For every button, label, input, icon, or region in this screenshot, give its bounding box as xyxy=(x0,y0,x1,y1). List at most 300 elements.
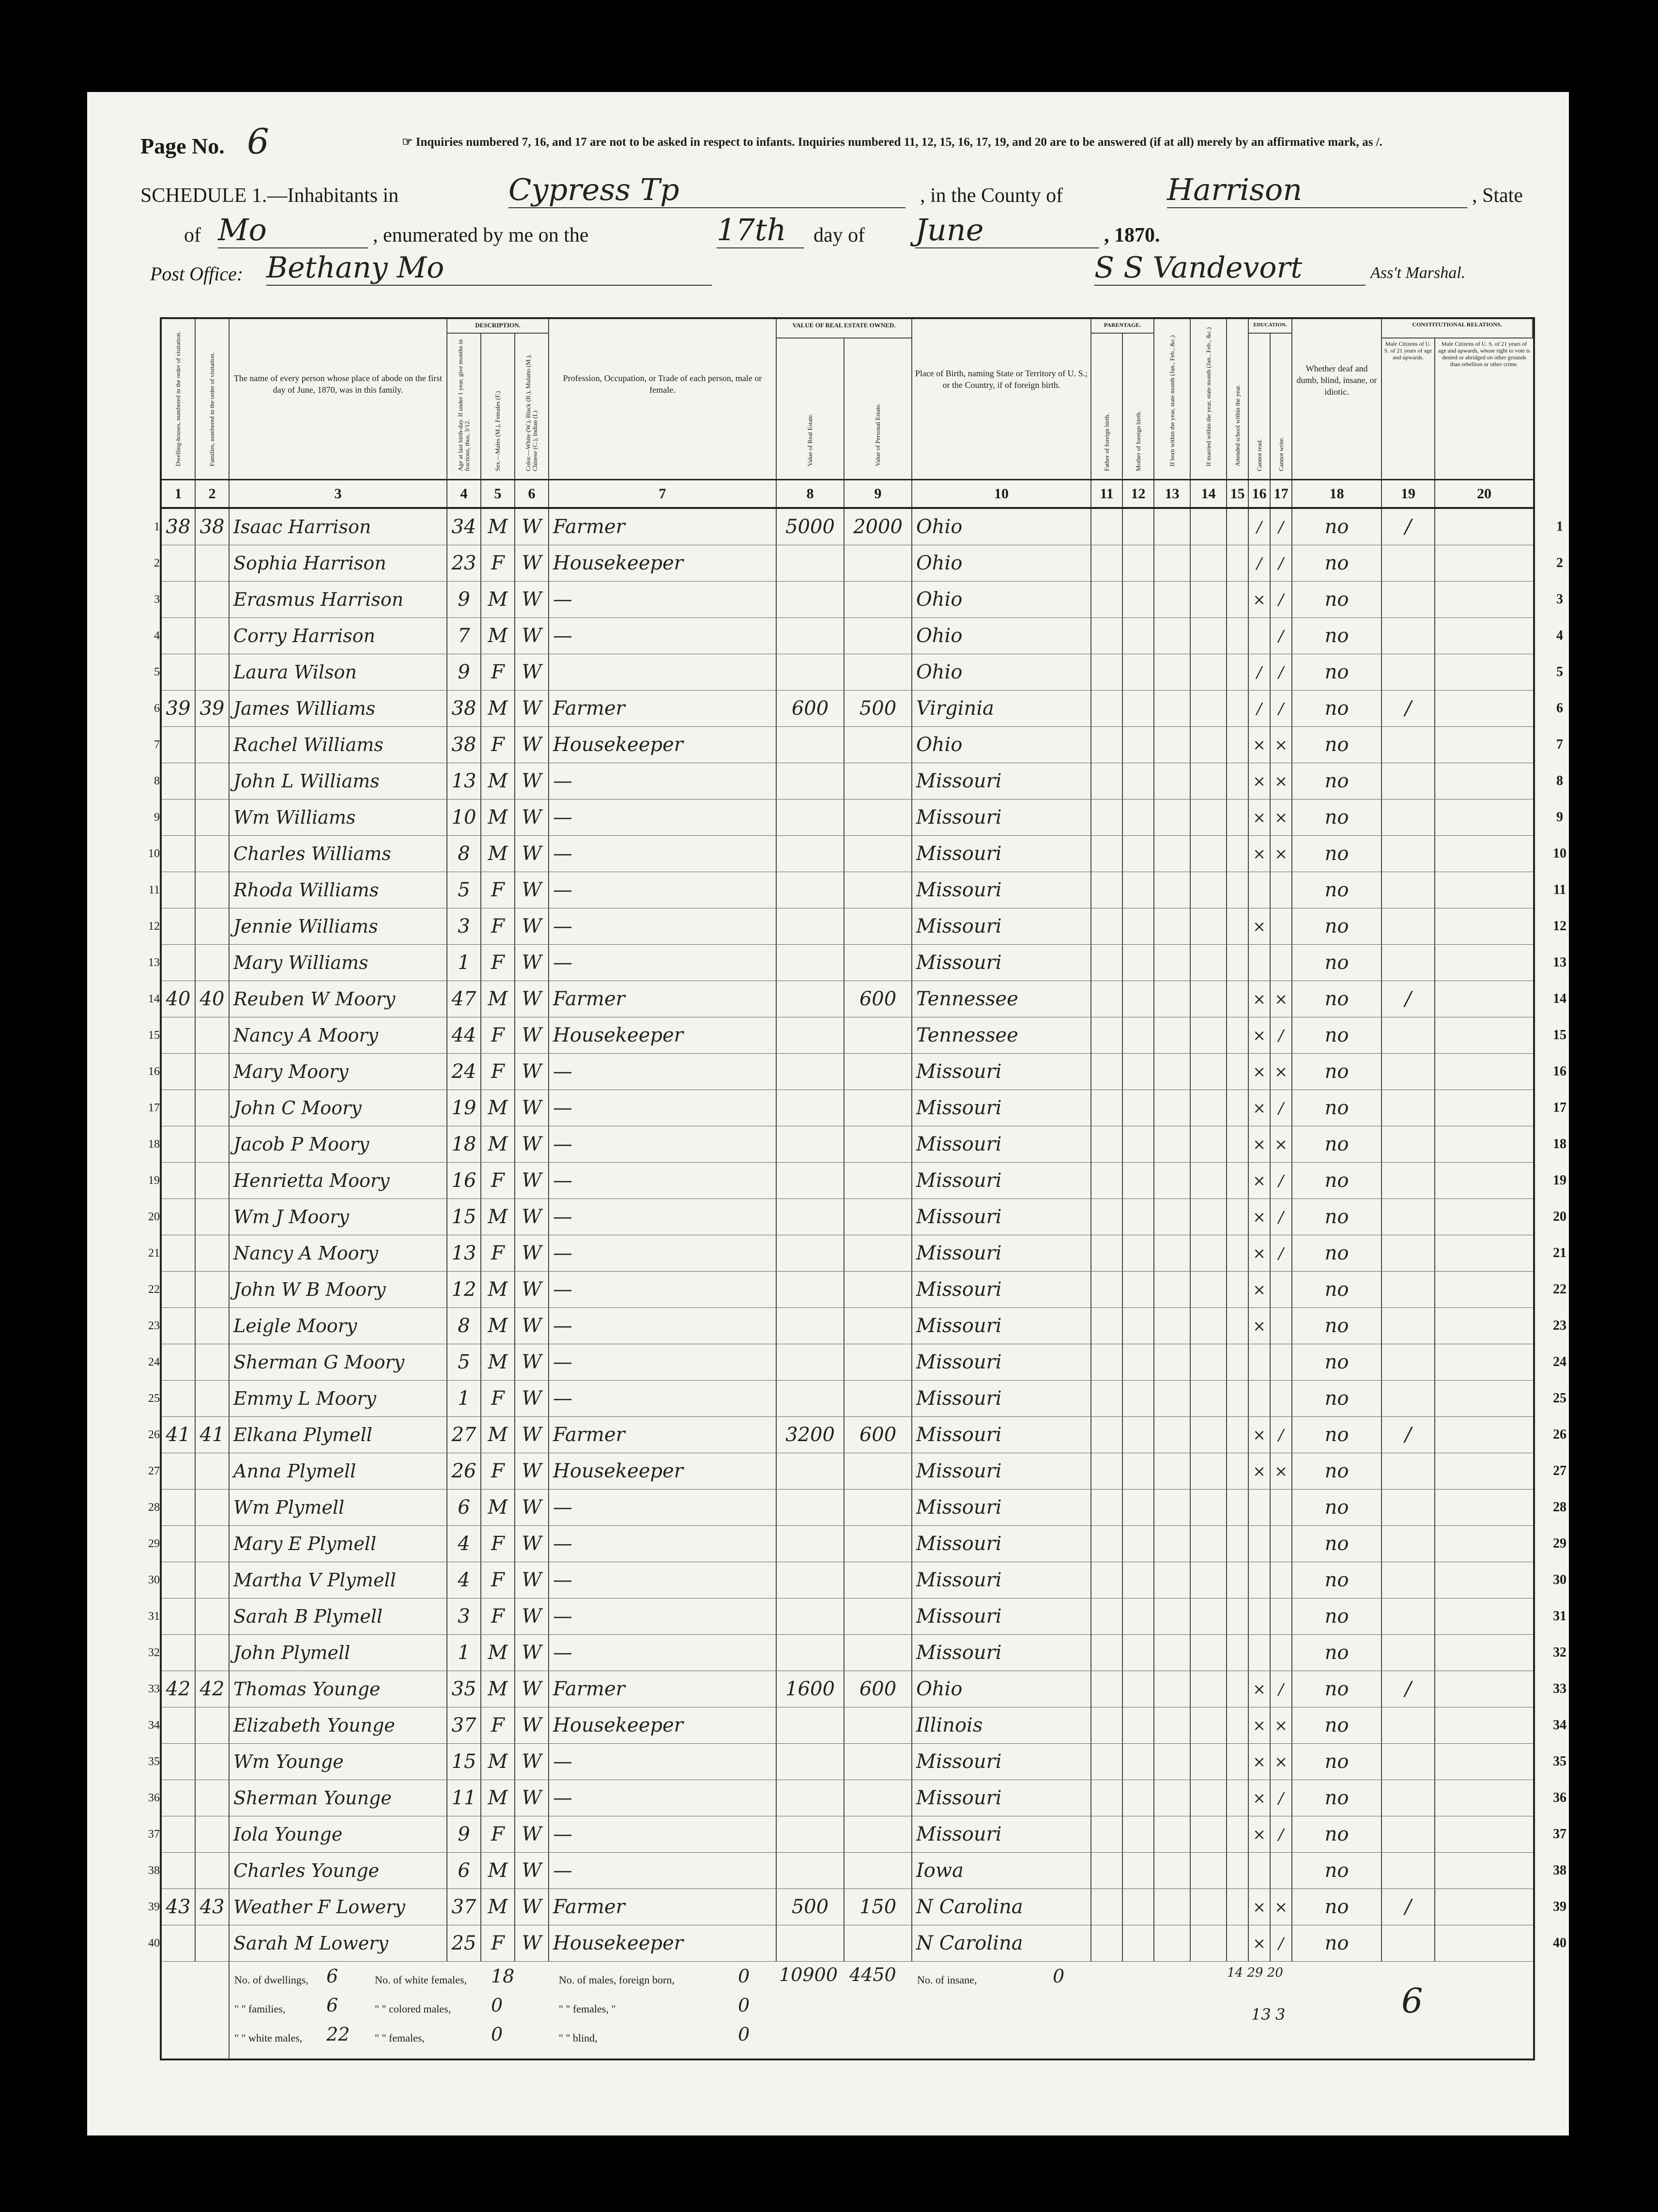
cell-c20 xyxy=(1435,1017,1533,1053)
cell-c18: no xyxy=(1292,981,1382,1017)
cell-c11 xyxy=(1091,872,1123,908)
cell-occ: — xyxy=(549,945,777,981)
line-number-left: 25 xyxy=(148,1392,160,1405)
county-label: , in the County of xyxy=(920,184,1063,207)
cell-r: × xyxy=(1249,582,1271,617)
table-row xyxy=(154,763,1563,799)
tally-cannot-read: 13 xyxy=(1251,2005,1271,2024)
cell-c14 xyxy=(1191,1707,1227,1743)
cell-fam xyxy=(196,1562,230,1598)
table-row xyxy=(148,1853,1566,1889)
cell-c11 xyxy=(1091,1054,1123,1090)
cell-r: × xyxy=(1249,1889,1271,1925)
line-number-right: 1 xyxy=(1556,519,1563,534)
cell-c18: no xyxy=(1292,1816,1382,1852)
line-number-left: 29 xyxy=(148,1537,160,1550)
cell-c15 xyxy=(1227,691,1249,726)
table-row xyxy=(148,1780,1566,1816)
table-row xyxy=(154,618,1563,654)
cell-re xyxy=(777,1853,844,1889)
line-number-right: 37 xyxy=(1553,1827,1566,1842)
county-field: Harrison xyxy=(1167,172,1467,208)
cell-occ: — xyxy=(549,1054,777,1090)
cell-c19 xyxy=(1382,1744,1435,1780)
cell-c13 xyxy=(1154,872,1191,908)
cell-color: W xyxy=(515,1816,549,1852)
cell-c12 xyxy=(1123,1417,1154,1453)
cell-fam xyxy=(196,1707,230,1743)
parentage-header: PARENTAGE. xyxy=(1091,319,1154,334)
cell-c19: / xyxy=(1382,1889,1435,1925)
cell-fam: 43 xyxy=(196,1889,230,1925)
cell-age: 9 xyxy=(447,582,481,617)
cell-color: W xyxy=(515,1707,549,1743)
cell-dw xyxy=(162,1490,196,1525)
line-number-left: 30 xyxy=(148,1574,160,1586)
cell-color: W xyxy=(515,1163,549,1198)
cell-c18: no xyxy=(1292,1272,1382,1307)
cell-fam xyxy=(196,1853,230,1889)
line-number-left: 18 xyxy=(148,1138,160,1151)
cell-r xyxy=(1249,945,1271,981)
cell-c13 xyxy=(1154,1816,1191,1852)
tally-top: 14 29 20 xyxy=(1227,1966,1283,1980)
cell-r: × xyxy=(1249,763,1271,799)
cell-c11 xyxy=(1091,945,1123,981)
cell-age: 38 xyxy=(447,727,481,763)
cell-c19 xyxy=(1382,872,1435,908)
cell-birth: Illinois xyxy=(912,1707,1091,1743)
cell-name: Iola Younge xyxy=(230,1816,447,1852)
table-row xyxy=(148,1163,1566,1199)
cell-c18: no xyxy=(1292,1853,1382,1889)
cell-c15 xyxy=(1227,618,1249,654)
cell-c20 xyxy=(1435,1054,1533,1090)
cell-age: 1 xyxy=(447,1381,481,1416)
column-number: 4 xyxy=(447,480,481,507)
cell-color: W xyxy=(515,618,549,654)
table-row xyxy=(148,1490,1566,1526)
cell-c11 xyxy=(1091,1671,1123,1707)
cell-c15 xyxy=(1227,1235,1249,1271)
cell-name: Wm Younge xyxy=(230,1744,447,1780)
cell-re xyxy=(777,945,844,981)
cell-occ: — xyxy=(549,908,777,944)
table-row xyxy=(148,1017,1566,1054)
cell-c14 xyxy=(1191,1126,1227,1162)
cell-pe xyxy=(844,908,912,944)
cell-age: 11 xyxy=(447,1780,481,1816)
cell-c12 xyxy=(1123,1889,1154,1925)
cell-r xyxy=(1249,1562,1271,1598)
cell-c11 xyxy=(1091,1381,1123,1416)
line-number-left: 1 xyxy=(154,521,160,533)
cell-c11 xyxy=(1091,1344,1123,1380)
cell-c20 xyxy=(1435,1163,1533,1198)
cell-w xyxy=(1271,1272,1292,1307)
column-number: 20 xyxy=(1477,486,1491,502)
cell-color: W xyxy=(515,1780,549,1816)
cell-r xyxy=(1249,1526,1271,1562)
cell-sex: M xyxy=(481,1671,515,1707)
cell-c19 xyxy=(1382,1635,1435,1671)
cell-c15 xyxy=(1227,1780,1249,1816)
cell-c20 xyxy=(1435,1090,1533,1126)
line-number-left: 16 xyxy=(148,1065,160,1078)
cell-c12 xyxy=(1123,1816,1154,1852)
cell-c20 xyxy=(1435,654,1533,690)
cell-fam xyxy=(196,654,230,690)
cell-c18: no xyxy=(1292,1344,1382,1380)
cell-c12 xyxy=(1123,1635,1154,1671)
enumerated-label: , enumerated by me on the xyxy=(373,224,589,246)
cell-fam xyxy=(196,1126,230,1162)
line-number-left: 33 xyxy=(148,1683,160,1695)
col17-header: Cannot write. xyxy=(1271,334,1292,479)
families-label: " " families, xyxy=(234,2003,286,2015)
cell-c13 xyxy=(1154,545,1191,581)
cell-name: Anna Plymell xyxy=(230,1453,447,1489)
cell-r: × xyxy=(1249,1707,1271,1743)
cell-c18: no xyxy=(1292,1707,1382,1743)
cell-c19 xyxy=(1382,1163,1435,1198)
cell-name: John W B Moory xyxy=(230,1272,447,1307)
cell-birth: Missouri xyxy=(912,1344,1091,1380)
cell-c15 xyxy=(1227,1816,1249,1852)
cell-re xyxy=(777,1199,844,1235)
cell-r xyxy=(1249,1490,1271,1525)
cell-name: Leigle Moory xyxy=(230,1308,447,1344)
cell-color: W xyxy=(515,763,549,799)
blind-count: 0 xyxy=(738,2024,750,2045)
cell-c20 xyxy=(1435,1707,1533,1743)
cell-sex: M xyxy=(481,1635,515,1671)
cell-occ: — xyxy=(549,799,777,835)
cell-pe xyxy=(844,1344,912,1380)
cell-c12 xyxy=(1123,1598,1154,1634)
cell-occ: Farmer xyxy=(549,1417,777,1453)
cell-pe xyxy=(844,1526,912,1562)
line-number-left: 35 xyxy=(148,1755,160,1768)
cell-w xyxy=(1271,1635,1292,1671)
cell-sex: F xyxy=(481,545,515,581)
education-header: EDUCATION. xyxy=(1249,319,1292,334)
cell-c20 xyxy=(1435,1744,1533,1780)
cell-age: 7 xyxy=(447,618,481,654)
cell-c13 xyxy=(1154,1635,1191,1671)
cell-fam xyxy=(196,1635,230,1671)
cell-pe xyxy=(844,1308,912,1344)
cell-dw xyxy=(162,1163,196,1198)
day-field: 17th xyxy=(717,212,804,248)
cell-age: 13 xyxy=(447,1235,481,1271)
cell-dw xyxy=(162,945,196,981)
total-personal-estate: 4450 xyxy=(849,1964,896,1985)
cell-occ: — xyxy=(549,1635,777,1671)
cell-c14 xyxy=(1191,1598,1227,1634)
females-label: " " females, xyxy=(375,2032,425,2044)
table-row xyxy=(148,1925,1566,1962)
cell-c12 xyxy=(1123,1562,1154,1598)
cell-c12 xyxy=(1123,1308,1154,1344)
cell-c18: no xyxy=(1292,727,1382,763)
cell-occ: — xyxy=(549,872,777,908)
cell-c11 xyxy=(1091,654,1123,690)
cell-c14 xyxy=(1191,1671,1227,1707)
cell-c14 xyxy=(1191,1054,1227,1090)
cell-c13 xyxy=(1154,1526,1191,1562)
tally-cannot-write: 3 xyxy=(1275,2005,1286,2024)
table-row xyxy=(148,908,1566,945)
cell-age: 15 xyxy=(447,1744,481,1780)
line-number-right: 27 xyxy=(1553,1463,1566,1478)
line-number-right: 12 xyxy=(1553,919,1566,934)
line-number-right: 18 xyxy=(1553,1137,1566,1152)
cell-pe xyxy=(844,1707,912,1743)
cell-color: W xyxy=(515,691,549,726)
cell-c19 xyxy=(1382,1308,1435,1344)
cell-sex: M xyxy=(481,836,515,872)
cell-c14 xyxy=(1191,1562,1227,1598)
cell-c14 xyxy=(1191,618,1227,654)
cell-birth: Ohio xyxy=(912,545,1091,581)
cell-birth: Ohio xyxy=(912,1671,1091,1707)
cell-c11 xyxy=(1091,981,1123,1017)
cell-sex: M xyxy=(481,1417,515,1453)
cell-c18: no xyxy=(1292,799,1382,835)
col13-header: If born within the year, state month (Jan., Feb., &c.) xyxy=(1154,319,1191,479)
marshal-label: Ass't Marshal. xyxy=(1370,264,1466,282)
cell-re xyxy=(777,1816,844,1852)
cell-c13 xyxy=(1154,1381,1191,1416)
line-number-right: 38 xyxy=(1553,1863,1566,1878)
cell-fam xyxy=(196,1453,230,1489)
cell-w: / xyxy=(1271,1925,1292,1961)
column-number: 19 xyxy=(1382,480,1435,507)
cell-w: / xyxy=(1271,1163,1292,1198)
cell-sex: M xyxy=(481,1272,515,1307)
cell-age: 10 xyxy=(447,799,481,835)
cell-c11 xyxy=(1091,908,1123,944)
cell-pe xyxy=(844,1381,912,1416)
white-males-count: 22 xyxy=(326,2024,350,2045)
cell-c19 xyxy=(1382,763,1435,799)
cell-c13 xyxy=(1154,1308,1191,1344)
cell-c15 xyxy=(1227,1017,1249,1053)
cell-pe xyxy=(844,1598,912,1634)
cell-color: W xyxy=(515,1526,549,1562)
cell-c12 xyxy=(1123,1671,1154,1707)
cell-c19 xyxy=(1382,1562,1435,1598)
cell-c19 xyxy=(1382,1054,1435,1090)
cell-c14 xyxy=(1191,582,1227,617)
cell-sex: F xyxy=(481,1453,515,1489)
cell-occ: Farmer xyxy=(549,691,777,726)
cell-c12 xyxy=(1123,1235,1154,1271)
cell-c14 xyxy=(1191,1925,1227,1961)
cell-c11 xyxy=(1091,618,1123,654)
cell-c12 xyxy=(1123,1780,1154,1816)
cell-dw xyxy=(162,1126,196,1162)
cell-re xyxy=(777,799,844,835)
cell-c19: / xyxy=(1382,691,1435,726)
cell-c20 xyxy=(1435,1889,1533,1925)
cell-w: / xyxy=(1271,1235,1292,1271)
table-row xyxy=(154,509,1563,545)
cell-sex: M xyxy=(481,981,515,1017)
cell-c19: / xyxy=(1382,1417,1435,1453)
cell-w: / xyxy=(1271,1090,1292,1126)
cell-c11 xyxy=(1091,1744,1123,1780)
cell-c15 xyxy=(1227,1453,1249,1489)
col15-header: Attended school within the year. xyxy=(1227,319,1249,479)
col20-header: Male Citizens of U. S. of 21 years of age and upwards, whose right to vote is denied or abridged on other grounds than rebellion or other crime. xyxy=(1438,340,1530,368)
cell-occ: — xyxy=(549,1090,777,1126)
table-row xyxy=(148,1054,1566,1090)
cell-color: W xyxy=(515,1272,549,1307)
cell-r: × xyxy=(1249,1308,1271,1344)
cell-c13 xyxy=(1154,1598,1191,1634)
cell-c13 xyxy=(1154,582,1191,617)
cell-c15 xyxy=(1227,1671,1249,1707)
cell-dw xyxy=(162,618,196,654)
cell-re xyxy=(777,1598,844,1634)
cell-c14 xyxy=(1191,1199,1227,1235)
cell-r: × xyxy=(1249,1780,1271,1816)
line-number-left: 40 xyxy=(148,1937,160,1950)
cell-color: W xyxy=(515,1453,549,1489)
cell-c19: / xyxy=(1382,1671,1435,1707)
cell-sex: F xyxy=(481,1707,515,1743)
cell-age: 1 xyxy=(447,945,481,981)
cell-w: / xyxy=(1271,1816,1292,1852)
cell-r xyxy=(1249,1344,1271,1380)
cell-c15 xyxy=(1227,1090,1249,1126)
cell-birth: Virginia xyxy=(912,691,1091,726)
cell-re xyxy=(777,1090,844,1126)
cell-occ xyxy=(549,654,777,690)
cell-c15 xyxy=(1227,1199,1249,1235)
cell-occ: — xyxy=(549,1235,777,1271)
cell-name: Laura Wilson xyxy=(230,654,447,690)
colored-males-count: 0 xyxy=(491,1995,503,2016)
cell-c20 xyxy=(1435,727,1533,763)
cell-name: Rhoda Williams xyxy=(230,872,447,908)
cell-fam xyxy=(196,872,230,908)
cell-dw xyxy=(162,763,196,799)
cell-pe: 150 xyxy=(844,1889,912,1925)
cell-name: Charles Williams xyxy=(230,836,447,872)
cell-c19 xyxy=(1382,1272,1435,1307)
line-number-left: 20 xyxy=(148,1211,160,1223)
cell-c18: no xyxy=(1292,1526,1382,1562)
line-number-left: 10 xyxy=(148,847,160,860)
cell-birth: Ohio xyxy=(912,618,1091,654)
cell-dw xyxy=(162,1381,196,1416)
cell-c12 xyxy=(1123,945,1154,981)
cell-color: W xyxy=(515,509,549,545)
cell-c18: no xyxy=(1292,908,1382,944)
cell-c12 xyxy=(1123,691,1154,726)
cell-sex: M xyxy=(481,1090,515,1126)
cell-r: × xyxy=(1249,981,1271,1017)
cell-c14 xyxy=(1191,836,1227,872)
cell-fam xyxy=(196,1308,230,1344)
cell-age: 37 xyxy=(447,1707,481,1743)
line-number-right: 9 xyxy=(1556,810,1563,825)
cell-c11 xyxy=(1091,1925,1123,1961)
cell-fam xyxy=(196,1235,230,1271)
cell-c15 xyxy=(1227,582,1249,617)
cell-c15 xyxy=(1227,727,1249,763)
line-number-right: 23 xyxy=(1553,1318,1566,1333)
cell-sex: F xyxy=(481,654,515,690)
cell-fam xyxy=(196,582,230,617)
cell-sex: F xyxy=(481,1163,515,1198)
cell-w: / xyxy=(1271,618,1292,654)
cell-age: 9 xyxy=(447,1816,481,1852)
cell-pe xyxy=(844,1925,912,1961)
cell-c12 xyxy=(1123,1853,1154,1889)
cell-age: 3 xyxy=(447,908,481,944)
cell-c12 xyxy=(1123,509,1154,545)
line-number-right: 25 xyxy=(1553,1391,1566,1406)
column-number: 2 xyxy=(196,480,230,507)
line-number-left: 17 xyxy=(148,1102,160,1114)
cell-c15 xyxy=(1227,1635,1249,1671)
state-field: Mo xyxy=(218,212,368,248)
cell-color: W xyxy=(515,1925,549,1961)
cell-pe xyxy=(844,836,912,872)
instructions-note: ☞ Inquiries numbered 7, 16, and 17 are not to be asked in respect to infants. Inquiries numbered 11, 12, 15, 16, 17, 19, and 20 are to be answered (if at all) merely by an affirmative mark, as /. xyxy=(402,136,1382,149)
cell-c20 xyxy=(1435,1308,1533,1344)
cell-c13 xyxy=(1154,1090,1191,1126)
page-number-label: Page No. xyxy=(140,134,225,158)
cell-age: 35 xyxy=(447,1671,481,1707)
cell-c14 xyxy=(1191,1490,1227,1525)
cell-c12 xyxy=(1123,1344,1154,1380)
cell-c14 xyxy=(1191,691,1227,726)
cell-re: 600 xyxy=(777,691,844,726)
cell-c13 xyxy=(1154,1490,1191,1525)
cell-occ: Housekeeper xyxy=(549,1707,777,1743)
cell-r: × xyxy=(1249,1090,1271,1126)
cell-dw xyxy=(162,1272,196,1307)
line-number-right: 35 xyxy=(1553,1754,1566,1769)
cell-c18: no xyxy=(1292,1126,1382,1162)
cell-c19 xyxy=(1382,1490,1435,1525)
cell-c20 xyxy=(1435,872,1533,908)
cell-birth: Missouri xyxy=(912,1054,1091,1090)
cell-name: Elkana Plymell xyxy=(230,1417,447,1453)
cell-c20 xyxy=(1435,582,1533,617)
line-number-left: 38 xyxy=(148,1864,160,1877)
table-row xyxy=(148,1417,1566,1453)
cell-c12 xyxy=(1123,1090,1154,1126)
cell-birth: Missouri xyxy=(912,1780,1091,1816)
cell-c12 xyxy=(1123,799,1154,835)
cell-c19 xyxy=(1382,545,1435,581)
line-number-right: 32 xyxy=(1553,1645,1566,1660)
cell-sex: M xyxy=(481,1853,515,1889)
cell-c20 xyxy=(1435,836,1533,872)
cell-c13 xyxy=(1154,799,1191,835)
col6-header: Color.—White (W.), Black (B.), Mulatto (M.), Chinese (C.), Indian (I.) xyxy=(515,334,549,479)
cell-c15 xyxy=(1227,654,1249,690)
cell-c20 xyxy=(1435,1925,1533,1961)
cell-birth: Missouri xyxy=(912,1235,1091,1271)
cell-w: / xyxy=(1271,582,1292,617)
